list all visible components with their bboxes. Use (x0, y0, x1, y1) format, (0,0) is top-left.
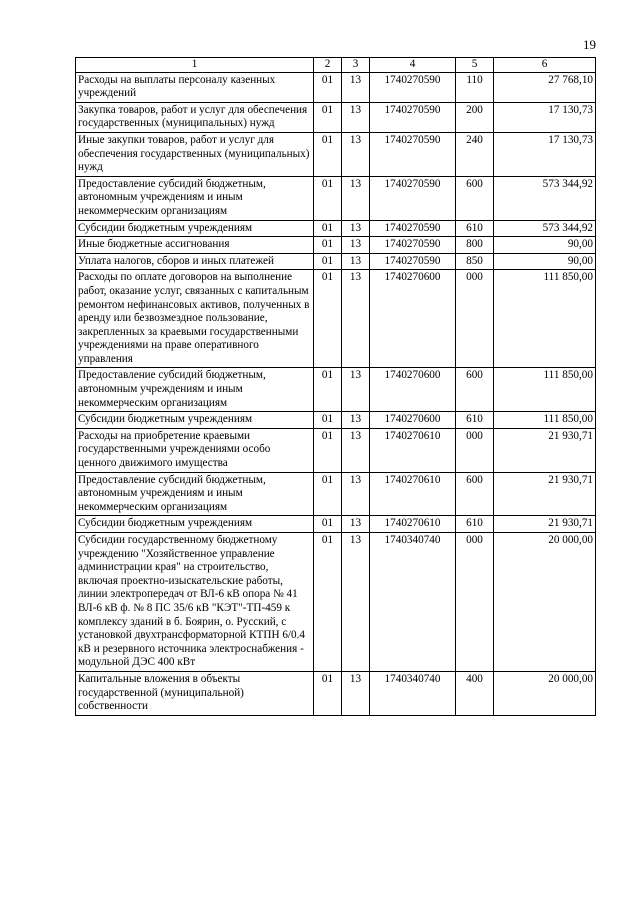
row-col5-cell: 110 (456, 72, 494, 102)
row-col5-cell: 610 (456, 220, 494, 237)
header-col-3: 3 (342, 58, 370, 73)
row-col4-cell: 1740340740 (370, 533, 456, 672)
row-col2-cell: 01 (314, 671, 342, 715)
row-amount-cell: 21 930,71 (494, 472, 596, 516)
table-row (76, 671, 596, 715)
row-col3-cell: 13 (342, 428, 370, 472)
table-row (76, 516, 596, 533)
row-col5-cell: 200 (456, 102, 494, 132)
row-name-cell: Субсидии бюджетным учреждениям (76, 516, 314, 533)
header-col-6: 6 (494, 58, 596, 73)
row-name-cell: Расходы по оплате договоров на выполнение работ, оказание услуг, связанных с капитальным ремонтом нефинансовых активов, полученных в аренду или безвозмездное пользование, закрепленных за краевыми государственными учреждениями на праве оперативного управления (76, 270, 314, 368)
table-header (76, 58, 596, 73)
row-col2-cell: 01 (314, 516, 342, 533)
row-col4-cell: 1740270600 (370, 412, 456, 429)
row-col3-cell: 13 (342, 220, 370, 237)
row-col4-cell: 1740270590 (370, 253, 456, 270)
budget-table (75, 57, 596, 716)
row-col4-cell: 1740270590 (370, 176, 456, 220)
row-col3-cell: 13 (342, 368, 370, 412)
row-col4-cell: 1740270590 (370, 102, 456, 132)
row-col4-cell: 1740270610 (370, 472, 456, 516)
row-col2-cell: 01 (314, 253, 342, 270)
row-amount-cell: 21 930,71 (494, 516, 596, 533)
row-col2-cell: 01 (314, 220, 342, 237)
row-col4-cell: 1740270590 (370, 220, 456, 237)
row-amount-cell: 90,00 (494, 253, 596, 270)
row-col4-cell: 1740270610 (370, 516, 456, 533)
row-name-cell: Предоставление субсидий бюджетным, автономным учреждениям и иным некоммерческим организациям (76, 176, 314, 220)
row-name-cell: Капитальные вложения в объекты государственной (муниципальной) собственности (76, 671, 314, 715)
row-amount-cell: 90,00 (494, 237, 596, 254)
row-col4-cell: 1740270590 (370, 237, 456, 254)
row-name-cell: Субсидии бюджетным учреждениям (76, 220, 314, 237)
header-col-5: 5 (456, 58, 494, 73)
row-col4-cell: 1740270590 (370, 72, 456, 102)
row-col4-cell: 1740270600 (370, 270, 456, 368)
row-col2-cell: 01 (314, 428, 342, 472)
row-col3-cell: 13 (342, 132, 370, 176)
row-amount-cell: 111 850,00 (494, 412, 596, 429)
row-col5-cell: 850 (456, 253, 494, 270)
table-row (76, 237, 596, 254)
table-row (76, 102, 596, 132)
row-amount-cell: 111 850,00 (494, 270, 596, 368)
row-col4-cell: 1740270610 (370, 428, 456, 472)
row-name-cell: Уплата налогов, сборов и иных платежей (76, 253, 314, 270)
row-col2-cell: 01 (314, 176, 342, 220)
row-amount-cell: 27 768,10 (494, 72, 596, 102)
row-col5-cell: 000 (456, 533, 494, 672)
row-name-cell: Иные бюджетные ассигнования (76, 237, 314, 254)
row-name-cell: Субсидии государственному бюджетному учреждению "Хозяйственное управление администрации края" на строительство, включая проектно-изыскательские работы, линии электропередач от ВЛ-6 кВ опора № 41 ВЛ-6 кВ ф. № 8 ПС 35/6 кВ "КЭТ"-ТП-459 к комплексу зданий в б. Боярин, о. Русский, с установкой двухтрансформаторной КТПН 6/0.4 кВ и резервного источника электроснабжения - модульной ДЭС 400 кВт (76, 533, 314, 672)
row-col3-cell: 13 (342, 516, 370, 533)
row-col3-cell: 13 (342, 102, 370, 132)
row-amount-cell: 17 130,73 (494, 102, 596, 132)
row-amount-cell: 573 344,92 (494, 220, 596, 237)
row-col3-cell: 13 (342, 671, 370, 715)
row-col2-cell: 01 (314, 368, 342, 412)
row-col2-cell: 01 (314, 72, 342, 102)
header-row (76, 58, 596, 73)
table-row (76, 368, 596, 412)
row-col2-cell: 01 (314, 412, 342, 429)
table-row (76, 428, 596, 472)
row-name-cell: Предоставление субсидий бюджетным, автономным учреждениям и иным некоммерческим организациям (76, 368, 314, 412)
row-col5-cell: 240 (456, 132, 494, 176)
page-number: 19 (583, 37, 596, 52)
row-name-cell: Расходы на приобретение краевыми государственными учреждениями особо ценного движимого имущества (76, 428, 314, 472)
row-col3-cell: 13 (342, 253, 370, 270)
table-body (76, 72, 596, 715)
table-row (76, 176, 596, 220)
header-col-1: 1 (76, 58, 314, 73)
table-row (76, 253, 596, 270)
row-name-cell: Предоставление субсидий бюджетным, автономным учреждениям и иным некоммерческим организациям (76, 472, 314, 516)
row-col5-cell: 000 (456, 270, 494, 368)
row-col4-cell: 1740340740 (370, 671, 456, 715)
row-col5-cell: 600 (456, 368, 494, 412)
table-row (76, 472, 596, 516)
row-col2-cell: 01 (314, 102, 342, 132)
row-col5-cell: 610 (456, 412, 494, 429)
row-col3-cell: 13 (342, 412, 370, 429)
table-row (76, 72, 596, 102)
row-col5-cell: 600 (456, 176, 494, 220)
row-col2-cell: 01 (314, 472, 342, 516)
row-col2-cell: 01 (314, 132, 342, 176)
table-row (76, 220, 596, 237)
row-amount-cell: 21 930,71 (494, 428, 596, 472)
header-col-4: 4 (370, 58, 456, 73)
row-col2-cell: 01 (314, 237, 342, 254)
row-amount-cell: 573 344,92 (494, 176, 596, 220)
row-amount-cell: 20 000,00 (494, 671, 596, 715)
row-amount-cell: 111 850,00 (494, 368, 596, 412)
row-name-cell: Расходы на выплаты персоналу казенных учреждений (76, 72, 314, 102)
row-name-cell: Иные закупки товаров, работ и услуг для обеспечения государственных (муниципальных) нужд (76, 132, 314, 176)
row-col4-cell: 1740270590 (370, 132, 456, 176)
row-col5-cell: 800 (456, 237, 494, 254)
row-col2-cell: 01 (314, 270, 342, 368)
row-col4-cell: 1740270600 (370, 368, 456, 412)
row-col5-cell: 610 (456, 516, 494, 533)
row-col3-cell: 13 (342, 237, 370, 254)
row-col5-cell: 600 (456, 472, 494, 516)
table-row (76, 412, 596, 429)
table-row (76, 270, 596, 368)
row-col3-cell: 13 (342, 176, 370, 220)
row-name-cell: Закупка товаров, работ и услуг для обеспечения государственных (муниципальных) нужд (76, 102, 314, 132)
header-col-2: 2 (314, 58, 342, 73)
row-col5-cell: 400 (456, 671, 494, 715)
row-col3-cell: 13 (342, 72, 370, 102)
row-col3-cell: 13 (342, 270, 370, 368)
row-col3-cell: 13 (342, 533, 370, 672)
row-amount-cell: 17 130,73 (494, 132, 596, 176)
row-col5-cell: 000 (456, 428, 494, 472)
table-row (76, 533, 596, 672)
row-col2-cell: 01 (314, 533, 342, 672)
table-row (76, 132, 596, 176)
row-name-cell: Субсидии бюджетным учреждениям (76, 412, 314, 429)
row-col3-cell: 13 (342, 472, 370, 516)
row-amount-cell: 20 000,00 (494, 533, 596, 672)
